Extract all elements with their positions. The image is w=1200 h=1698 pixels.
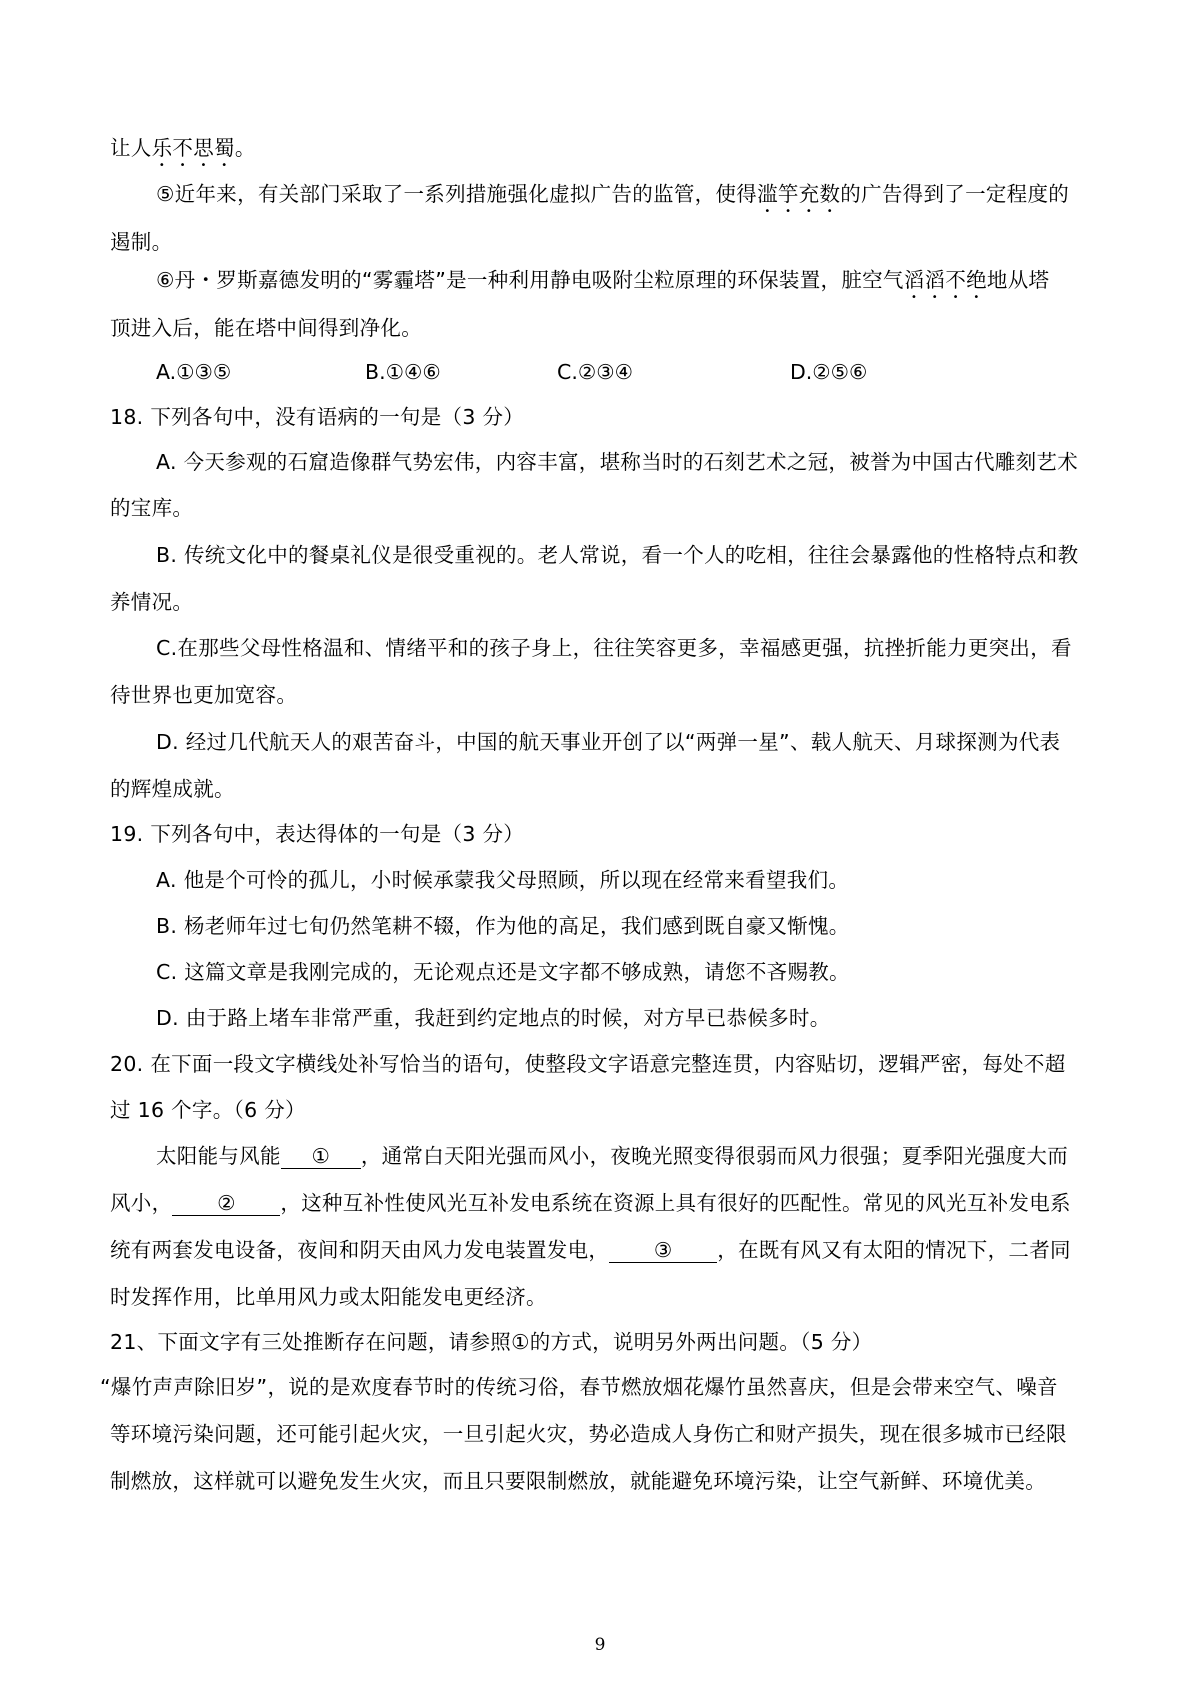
q18-option-a: A. 今天参观的石窟造像群气势宏伟，内容丰富，堪称当时的石刻艺术之冠，被誉为中国古代雕刻艺术 xyxy=(156,450,1078,474)
q18-option-d: D. 经过几代航天人的艰苦奋斗，中国的航天事业开创了以“两弹一星”、载人航天、月球探测为代表 xyxy=(156,730,1061,754)
q18-option-a-cont: 的宝库。 xyxy=(110,496,194,520)
text: ，通常白天阳光强而风小，夜晚光照变得很弱而风力很强；夏季阳光强度大而 xyxy=(360,1144,1069,1168)
answer-blank-1[interactable]: ① xyxy=(281,1144,361,1169)
text: 让人 xyxy=(110,136,152,160)
q17-sentence-6-cont: 顶进入后，能在塔中间得到净化。 xyxy=(110,316,422,340)
q21-text-line-2: 等环境污染问题，还可能引起火灾，一旦引起火灾，势必造成人身伤亡和财产损失，现在很多城市已经限 xyxy=(110,1422,1067,1446)
text: 太阳能与风能 xyxy=(156,1144,281,1168)
q19-option-a: A. 他是个可怜的孤儿，小时候承蒙我父母照顾，所以现在经常来看望我们。 xyxy=(156,868,850,892)
q21-stem: 21、下面文字有三处推断存在问题，请参照①的方式，说明另外两出问题。（5 分） xyxy=(110,1330,873,1354)
text: 统有两套发电设备，夜间和阴天由风力发电装置发电， xyxy=(110,1238,610,1262)
q17-sentence-5 xyxy=(156,180,1100,217)
q17-sentence-5-cont: 遏制。 xyxy=(110,230,173,254)
q18-option-d-cont: 的辉煌成就。 xyxy=(110,777,235,801)
q19-stem: 19. 下列各句中，表达得体的一句是（3 分） xyxy=(110,822,525,846)
dotted-idiom: 乐不思蜀 xyxy=(151,136,235,160)
q19-option-c: C. 这篇文章是我刚完成的，无论观点还是文字都不够成熟，请您不吝赐教。 xyxy=(156,960,850,984)
q17-choice-b: B.①④⑥ xyxy=(365,360,441,384)
text: ⑥丹・罗斯嘉德发明的“雾霾塔”是一种利用静电吸附尘粒原理的环保装置，脏空气 xyxy=(156,268,904,292)
q18-option-c: C.在那些父母性格温和、情绪平和的孩子身上，往往笑容更多，幸福感更强，抗挫折能力更突出，看 xyxy=(156,636,1072,660)
q20-passage-line-4: 时发挥作用，比单用风力或太阳能发电更经济。 xyxy=(110,1285,547,1309)
q21-text-line-1: “爆竹声声除旧岁”，说的是欢度春节时的传统习俗，春节燃放烟花爆竹虽然喜庆，但是会带来空气、噪音 xyxy=(100,1375,1058,1399)
text: 风小， xyxy=(110,1191,173,1215)
text: ，这种互补性使风光互补发电系统在资源上具有很好的匹配性。常见的风光互补发电系 xyxy=(280,1191,1071,1215)
q21-text-line-3: 制燃放，这样就可以避免发生火灾，而且只要限制燃放，就能避免环境污染，让空气新鲜、环境优美。 xyxy=(110,1469,1046,1493)
text: 。 xyxy=(234,136,256,160)
text: ⑤近年来，有关部门采取了一系列措施强化虚拟广告的监管，使得 xyxy=(156,182,758,206)
answer-blank-2[interactable]: ② xyxy=(172,1191,280,1216)
q17-choice-d: D.②⑤⑥ xyxy=(790,360,868,384)
q17-option-4-tail xyxy=(110,134,1100,171)
dotted-idiom: 滔滔不绝 xyxy=(903,268,987,292)
q18-stem: 18. 下列各句中，没有语病的一句是（3 分） xyxy=(110,405,525,429)
q20-passage-line-1 xyxy=(156,1142,1100,1170)
text: 的广告得到了一定程度的 xyxy=(840,182,1070,206)
q19-option-b: B. 杨老师年过七旬仍然笔耕不辍，作为他的高足，我们感到既自豪又惭愧。 xyxy=(156,914,850,938)
q17-sentence-6 xyxy=(156,266,1100,303)
q20-stem: 20. 在下面一段文字横线处补写恰当的语句，使整段文字语意完整连贯，内容贴切，逻辑严密，每处不超 xyxy=(110,1052,1066,1076)
q20-stem-cont: 过 16 个字。（6 分） xyxy=(110,1098,306,1122)
text: 地从塔 xyxy=(986,268,1050,292)
dotted-idiom: 滥竽充数 xyxy=(757,182,841,206)
answer-blank-3[interactable]: ③ xyxy=(609,1238,717,1263)
q18-option-b: B. 传统文化中的餐桌礼仪是很受重视的。老人常说，看一个人的吃相，往往会暴露他的性格特点和教 xyxy=(156,543,1079,567)
q18-option-c-cont: 待世界也更加宽容。 xyxy=(110,683,298,707)
page-number: 9 xyxy=(594,1635,606,1655)
q17-choice-c: C.②③④ xyxy=(557,360,633,384)
q20-passage-line-2 xyxy=(110,1189,1100,1217)
text: ，在既有风又有太阳的情况下，二者同 xyxy=(717,1238,1071,1262)
q19-option-d: D. 由于路上堵车非常严重，我赶到约定地点的时候，对方早已恭候多时。 xyxy=(156,1006,831,1030)
q17-choice-a: A.①③⑤ xyxy=(156,360,232,384)
q20-passage-line-3 xyxy=(110,1236,1100,1264)
q18-option-b-cont: 养情况。 xyxy=(110,590,194,614)
